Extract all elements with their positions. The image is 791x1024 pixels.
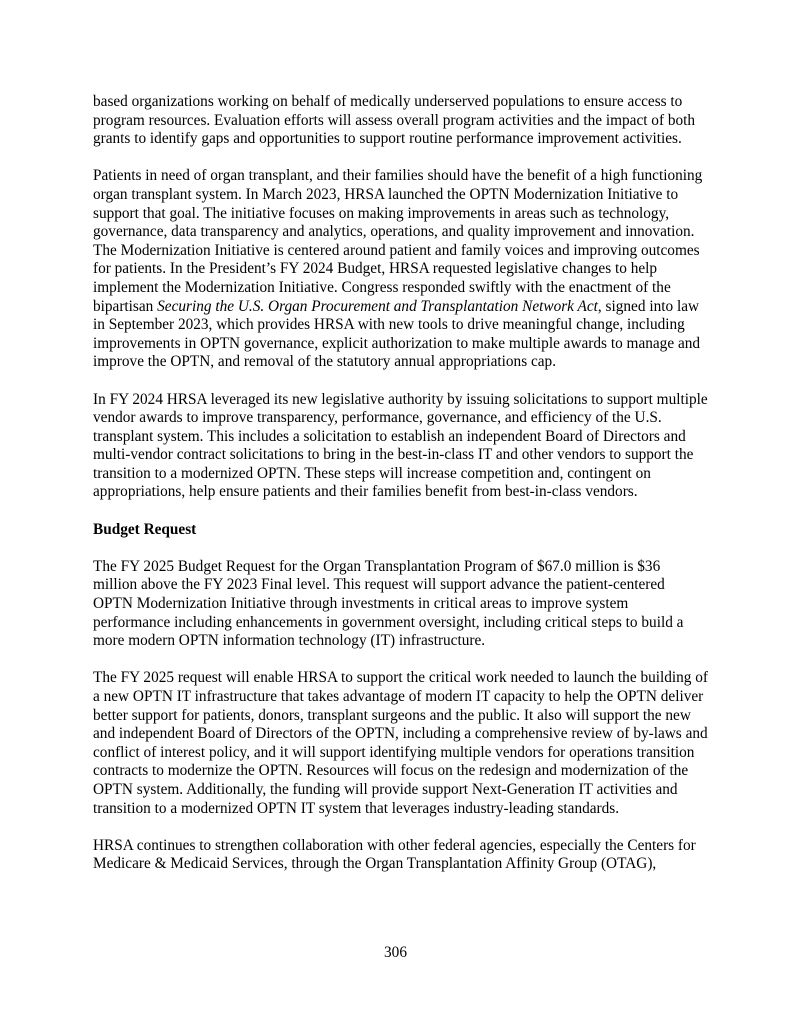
paragraph-text-end: , signed into law in September 2023, which provides HRSA with new tools to drive meaningful change, including improvements in OPTN governance, explicit authorization to make multiple awards to manage and improve the OPTN, and removal of the statutory annual appropriations cap. — [93, 297, 701, 371]
paragraph-optn-modernization — [93, 167, 708, 372]
paragraph-federal-collaboration: HRSA continues to strengthen collaboration with other federal agencies, especially the Centers for Medicare & Medicaid Services, through the Organ Transplantation Affinity Group (OTAG), — [93, 836, 696, 873]
document-body — [93, 93, 708, 893]
paragraph-text-start: Patients in need of organ transplant, and their families should have the benefit of a high functioning organ transplant system. In March 2023, HRSA launched the OPTN Modernization Initiative to support that goal. The initiative focuses on making improvements in areas such as technology, governance, data transparency and analytics, operations, and quality improvement and innovation. The Modernization Initiative is centered around patient and family voices and improving outcomes for patients. In the President’s FY 2024 Budget, HRSA requested legislative changes to help implement the Modernization Initiative. Congress responded swiftly with the enactment of the bipartisan — [93, 167, 703, 315]
section-heading-budget-request: Budget Request — [93, 520, 197, 538]
paragraph-program-resources: based organizations working on behalf of medically underserved populations to ensure access to program resources. Evaluation efforts will assess overall program activities and the impact of both grants to identify gaps and opportunities to support routine performance improvement activities. — [93, 93, 696, 148]
paragraph-fy2025-it-infrastructure: The FY 2025 request will enable HRSA to support the critical work needed to launch the building of a new OPTN IT infrastructure that takes advantage of modern IT capacity to help the OPTN deliver better support for patients, donors, transplant surgeons and the public. It also will support the new and independent Board of Directors of the OPTN, including a comprehensive review of by-laws and conflict of interest policy, and it will support identifying multiple vendors for operations transition contracts to modernize the OPTN. Resources will focus on the redesign and modernization of the OPTN system. Additionally, the funding will provide support Next-Generation IT activities and transition to a modernized OPTN IT system that leverages industry-leading standards. — [93, 669, 709, 817]
paragraph-budget-request-amount: The FY 2025 Budget Request for the Organ Transplantation Program of $67.0 million is $36 million above the FY 2023 Final level. This request will support advance the patient-centered OPTN Modernization Initiative through investments in critical areas to improve system performance including enhancements in government oversight, including critical steps to build a more modern OPTN information technology (IT) infrastructure. — [93, 557, 684, 650]
paragraph-fy2024-solicitations: In FY 2024 HRSA leveraged its new legislative authority by issuing solicitations to support multiple vendor awards to improve transparency, performance, governance, and efficiency of the U.S. transplant system. This includes a solicitation to establish an independent Board of Directors and multi-vendor contract solicitations to bring in the best-in-class IT and other vendors to support the transition to a modernized OPTN. These steps will increase competition and, contingent on appropriations, help ensure patients and their families benefit from best-in-class vendors. — [93, 390, 708, 501]
act-title: Securing the U.S. Organ Procurement and Transplantation Network Act — [157, 297, 598, 315]
page-number: 306 — [384, 944, 407, 961]
